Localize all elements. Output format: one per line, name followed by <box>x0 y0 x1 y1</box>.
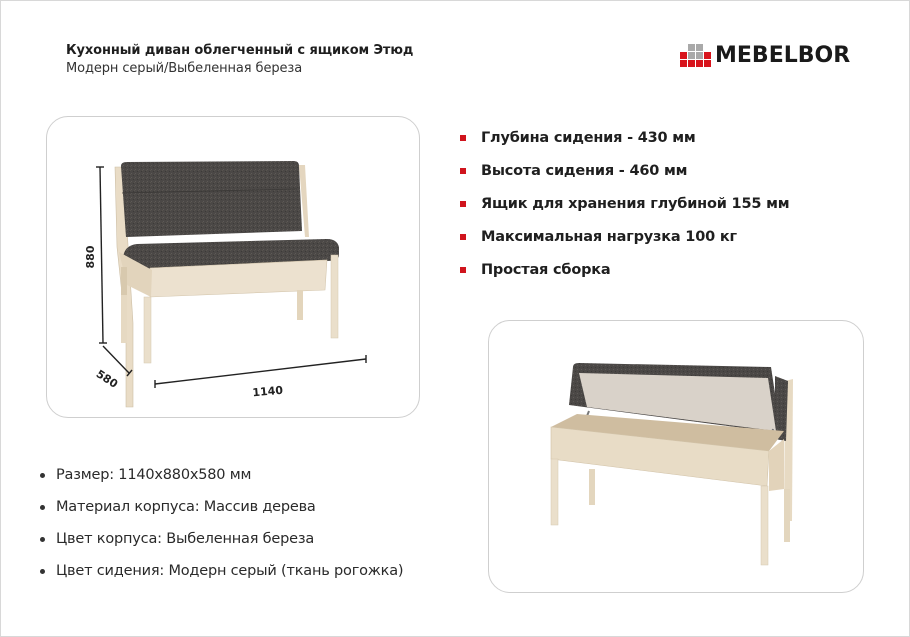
brand-logo <box>680 43 850 68</box>
red-square-bullet-icon <box>460 234 466 240</box>
spec-list <box>40 459 403 587</box>
spec-item <box>40 459 403 491</box>
bullet-icon <box>40 537 45 542</box>
spec-label: Материал корпуса: Массив дерева <box>56 499 316 515</box>
dimension-height-label: 880 <box>84 245 97 269</box>
spec-item <box>40 555 403 587</box>
feature-item <box>458 187 789 220</box>
feature-item <box>458 121 789 154</box>
spec-label: Цвет корпуса: Выбеленная береза <box>56 531 315 547</box>
red-square-bullet-icon <box>460 168 466 174</box>
red-square-bullet-icon <box>460 201 466 207</box>
bullet-icon <box>40 569 45 574</box>
bullet-icon <box>40 505 45 510</box>
bench-open-image <box>489 321 865 594</box>
feature-label: Глубина сидения - 430 мм <box>481 129 696 146</box>
spec-item <box>40 523 403 555</box>
dimension-depth-label: 580 <box>93 367 121 391</box>
feature-label: Максимальная нагрузка 100 кг <box>481 228 737 245</box>
red-square-bullet-icon <box>460 135 466 141</box>
feature-label: Простая сборка <box>481 261 611 278</box>
spec-label: Размер: 1140х880х580 мм <box>56 467 252 483</box>
logo-mark-icon <box>680 44 711 67</box>
feature-label: Высота сидения - 460 мм <box>481 162 688 179</box>
dimension-width-label: 1140 <box>251 383 284 400</box>
bench-closed-image <box>47 117 421 419</box>
product-image-card-open <box>488 320 864 593</box>
feature-label: Ящик для хранения глубиной 155 мм <box>481 195 790 212</box>
red-square-bullet-icon <box>460 267 466 273</box>
logo-text: MEBELBOR <box>715 43 851 68</box>
spec-item <box>40 491 403 523</box>
product-title: Кухонный диван облегченный с ящиком Этюд <box>66 43 414 58</box>
product-image-card-dimensions <box>46 116 420 418</box>
feature-item <box>458 154 789 187</box>
feature-item <box>458 253 789 286</box>
feature-item <box>458 220 789 253</box>
spec-label: Цвет сидения: Модерн серый (ткань рогожка) <box>56 563 404 579</box>
feature-list <box>458 121 789 286</box>
bullet-icon <box>40 473 45 478</box>
product-subtitle: Модерн серый/Выбеленная береза <box>66 61 303 76</box>
